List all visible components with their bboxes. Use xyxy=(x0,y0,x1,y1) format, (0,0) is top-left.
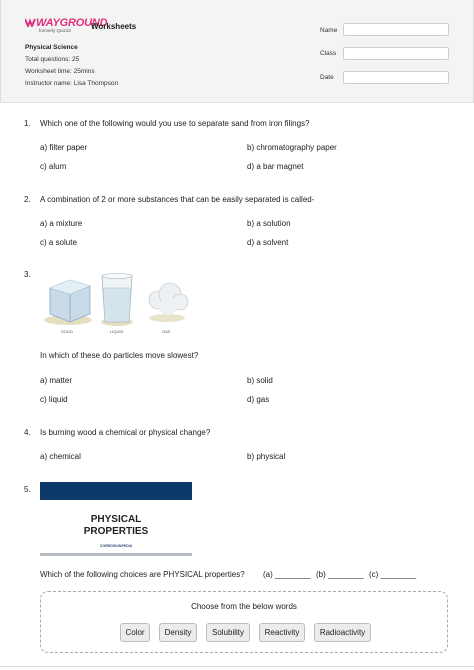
banner-bottom-bar xyxy=(40,553,192,556)
word-chip-solubility[interactable]: Solubility xyxy=(206,623,250,642)
option-c[interactable]: c) alum xyxy=(40,162,67,171)
option-a[interactable]: a) matter xyxy=(40,376,73,385)
banner-title-line1: PHYSICAL xyxy=(90,514,142,525)
word-bank xyxy=(40,591,448,653)
question-text: Is burning wood a chemical or physical change? xyxy=(40,428,211,437)
logo-icon xyxy=(25,18,36,27)
subject-title: Physical Science xyxy=(25,44,78,51)
option-d[interactable]: d) gas xyxy=(247,395,270,404)
class-field[interactable] xyxy=(343,47,449,60)
option-b[interactable]: b) physical xyxy=(247,452,286,461)
question-text: Which of the following choices are PHYSICAL properties? xyxy=(40,570,245,579)
banner-title-line2: PROPERTIES xyxy=(83,526,149,537)
option-a[interactable]: a) chemical xyxy=(40,452,81,461)
banner-brand: CORROSIONPEDIA xyxy=(99,544,133,548)
wayground-logo[interactable] xyxy=(25,17,108,37)
blank-b[interactable]: (b) ________ xyxy=(316,570,364,579)
option-b[interactable]: b) a solution xyxy=(247,219,291,228)
question-text: In which of these do particles move slowest? xyxy=(40,351,199,360)
blank-a[interactable]: (a) ________ xyxy=(263,570,311,579)
physical-properties-image xyxy=(40,482,192,556)
page-bottom-divider xyxy=(0,666,474,667)
option-b[interactable]: b) chromatography paper xyxy=(247,143,337,152)
total-questions: Total questions: 25 xyxy=(25,56,80,63)
states-illustration xyxy=(40,270,190,328)
word-bank-title: Choose from the below words xyxy=(191,602,297,611)
blank-c[interactable]: (c) ________ xyxy=(369,570,417,579)
logo-text: WAYGROUND xyxy=(36,17,108,29)
option-a[interactable]: a) a mixture xyxy=(40,219,83,228)
date-label: Date xyxy=(320,74,334,81)
word-chip-radioactivity[interactable]: Radioactivity xyxy=(314,623,371,642)
option-b[interactable]: b) solid xyxy=(247,376,273,385)
worksheet-header xyxy=(0,0,474,103)
name-label: Name xyxy=(320,27,338,34)
option-c[interactable]: c) liquid xyxy=(40,395,68,404)
liquid-label: LIQUID xyxy=(110,329,124,334)
worksheets-title: Worksheets xyxy=(91,22,137,31)
states-of-matter-image xyxy=(40,270,190,340)
word-chip-reactivity[interactable]: Reactivity xyxy=(259,623,305,642)
question-number: 2. xyxy=(24,195,31,204)
name-field[interactable] xyxy=(343,23,449,36)
option-d[interactable]: d) a bar magnet xyxy=(247,162,304,171)
date-field[interactable] xyxy=(343,71,449,84)
word-chip-color[interactable]: Color xyxy=(120,623,150,642)
question-number: 4. xyxy=(24,428,31,437)
word-chip-density[interactable]: Density xyxy=(159,623,197,642)
solid-label: SOLID xyxy=(61,329,74,334)
question-number: 5. xyxy=(24,485,31,494)
logo-subtext: formerly Quizizz xyxy=(39,28,72,33)
banner-top-bar xyxy=(40,482,192,500)
worksheet-time: Worksheet time: 25mins xyxy=(25,68,95,75)
option-d[interactable]: d) a solvent xyxy=(247,238,289,247)
question-number: 3. xyxy=(24,270,31,279)
option-c[interactable]: c) a solute xyxy=(40,238,77,247)
gas-label: GAS xyxy=(162,329,171,334)
class-label: Class xyxy=(320,50,337,57)
question-text: A combination of 2 or more substances that can be easily separated is called- xyxy=(40,195,315,204)
option-a[interactable]: a) filter paper xyxy=(40,143,88,152)
question-number: 1. xyxy=(24,119,31,128)
instructor-name: Instructor name: Lisa Thompson xyxy=(25,80,119,87)
question-text: Which one of the following would you use to separate sand from iron filings? xyxy=(40,119,310,128)
